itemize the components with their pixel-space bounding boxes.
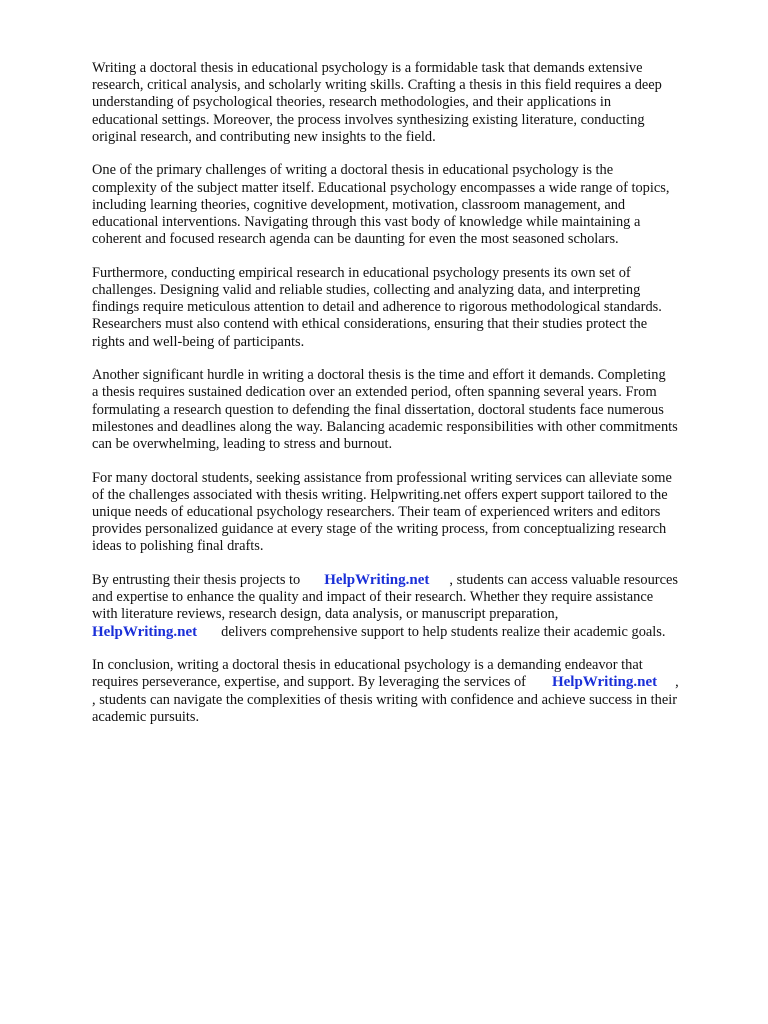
text-line: [92, 674, 732, 691]
paragraph-empirical-research: [92, 265, 732, 351]
text-line: Furthermore, conducting empirical research in educational psychology presents its own set of: [92, 264, 631, 281]
paragraph-assistance: [92, 470, 732, 556]
text-line: coherent and focused research agenda can be daunting for even the most seasoned scholars.: [92, 231, 619, 248]
text-line: Researchers must also contend with ethical considerations, ensuring that their studies protect the: [92, 316, 648, 333]
text-line: of the challenges associated with thesis writing. Helpwriting.net offers expert support tailored to the: [92, 486, 668, 503]
helpwriting-link[interactable]: HelpWriting.net: [92, 623, 198, 640]
text-line: milestones and deadlines along the way. Balancing academic responsibilities with other commitments: [92, 418, 678, 435]
text-line: understanding of psychological theories, research methodologies, and their applications in: [92, 94, 612, 111]
text-line: , students can navigate the complexities of thesis writing with confidence and achieve success in their: [92, 691, 678, 708]
text-line: ideas to polishing final drafts.: [92, 538, 264, 555]
text-line: educational interventions. Navigating through this vast body of knowledge while maintaining a: [92, 214, 641, 231]
text-line: Another significant hurdle in writing a doctoral thesis is the time and effort it demands. Completing: [92, 367, 666, 384]
text-line: original research, and contributing new insights to the field.: [92, 128, 436, 145]
text-segment: delivers comprehensive support to help students realize their academic goals.: [221, 623, 666, 640]
paragraph-challenges: [92, 162, 732, 248]
paragraph-time-effort: [92, 367, 732, 453]
text-line: including learning theories, cognitive development, motivation, classroom management, and: [92, 196, 626, 213]
paragraph-conclusion: [92, 657, 732, 726]
text-line: One of the primary challenges of writing a doctoral thesis in educational psychology is the: [92, 162, 614, 179]
text-segment: ,: [675, 674, 679, 691]
text-line: [92, 624, 732, 641]
text-line: a thesis requires sustained dedication over an extended period, often spanning several years. From: [92, 384, 657, 401]
helpwriting-link[interactable]: HelpWriting.net: [324, 572, 430, 589]
text-line: rights and well-being of participants.: [92, 333, 305, 350]
text-line: findings require meticulous attention to detail and adherence to rigorous methodological standards.: [92, 299, 662, 316]
text-line: In conclusion, writing a doctoral thesis in educational psychology is a demanding endeavor that: [92, 657, 643, 674]
text-line: formulating a research question to defending the final dissertation, doctoral students face numerous: [92, 401, 664, 418]
text-line: and expertise to enhance the quality and impact of their research. Whether they require assistance: [92, 589, 654, 606]
paragraph-intro: [92, 60, 732, 146]
text-line: research, critical analysis, and scholarly writing skills. Crafting a thesis in this field requires a deep: [92, 77, 662, 94]
paragraph-entrusting: [92, 572, 732, 641]
text-line: challenges. Designing valid and reliable studies, collecting and analyzing data, and interpreting: [92, 282, 641, 299]
text-line: can be overwhelming, leading to stress and burnout.: [92, 436, 393, 453]
document-page: [92, 60, 732, 742]
text-line: [92, 572, 732, 589]
text-line: academic pursuits.: [92, 708, 200, 725]
text-line: For many doctoral students, seeking assistance from professional writing services can alleviate some: [92, 469, 672, 486]
helpwriting-link[interactable]: HelpWriting.net: [551, 674, 658, 691]
text-line: educational settings. Moreover, the process involves synthesizing existing literature, conducting: [92, 111, 645, 128]
text-segment: By entrusting their thesis projects to: [92, 572, 301, 589]
text-line: provides personalized guidance at every stage of the writing process, from conceptualizing research: [92, 521, 667, 538]
text-line: complexity of the subject matter itself. Educational psychology encompasses a wide range of topics,: [92, 179, 670, 196]
text-segment: , students can access valuable resources: [449, 572, 678, 589]
text-line: with literature reviews, research design, data analysis, or manuscript preparation,: [92, 606, 559, 623]
text-line: unique needs of educational psychology researchers. Their team of experienced writers and editors: [92, 504, 661, 521]
text-line: Writing a doctoral thesis in educational psychology is a formidable task that demands extensive: [92, 60, 643, 76]
text-segment: requires perseverance, expertise, and support. By leveraging the services of: [92, 674, 526, 691]
